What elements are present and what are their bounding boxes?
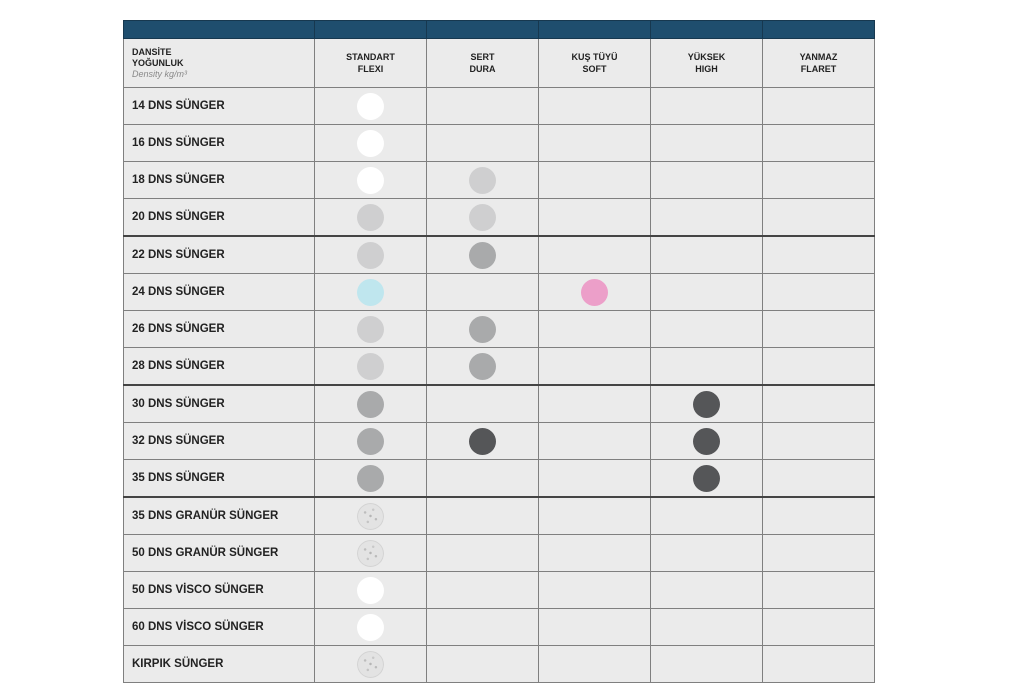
table-cell: [315, 236, 427, 274]
table-row: [124, 572, 875, 609]
granule-circle-icon: [357, 540, 384, 567]
light-circle-icon: [357, 353, 384, 380]
light-circle-icon: [469, 204, 496, 231]
header-bar: [124, 21, 875, 39]
white-circle-icon: [357, 614, 384, 641]
table-cell: [763, 572, 875, 609]
table-cell: [651, 88, 763, 125]
granule-circle-icon: [357, 503, 384, 530]
table-row: [124, 199, 875, 237]
density-header-unit: Density kg/m³: [132, 68, 188, 79]
table-cell: [763, 236, 875, 274]
table-cell: [427, 236, 539, 274]
table-cell: [763, 274, 875, 311]
table-cell: [651, 609, 763, 646]
table-cell: [651, 199, 763, 237]
table-cell: [651, 385, 763, 423]
column-header-sert: [427, 39, 539, 88]
table-cell: [539, 646, 651, 683]
header-bar-cell: [124, 21, 315, 39]
table-cell: [763, 460, 875, 498]
column-header-line1: YANMAZ: [799, 52, 838, 62]
table-cell: [539, 274, 651, 311]
table-cell: [651, 236, 763, 274]
table-cell: [427, 162, 539, 199]
table-cell: [427, 88, 539, 125]
table-cell: [651, 125, 763, 162]
table-cell: [763, 162, 875, 199]
white-circle-icon: [357, 130, 384, 157]
table-cell: [427, 125, 539, 162]
column-header-yuksek: [651, 39, 763, 88]
table-cell: [539, 88, 651, 125]
row-label: 20 DNS SÜNGER: [124, 199, 315, 237]
table-cell: [539, 460, 651, 498]
column-header-line1: STANDART: [346, 52, 395, 62]
column-header-yanmaz: [763, 39, 875, 88]
white-circle-icon: [357, 93, 384, 120]
row-label: 50 DNS GRANÜR SÜNGER: [124, 535, 315, 572]
table-cell: [315, 460, 427, 498]
table-cell: [763, 311, 875, 348]
table-cell: [539, 535, 651, 572]
table-cell: [315, 646, 427, 683]
mid-circle-icon: [357, 465, 384, 492]
table-cell: [315, 535, 427, 572]
table-cell: [539, 162, 651, 199]
table-cell: [763, 646, 875, 683]
column-header-line2: FLEXI: [357, 64, 384, 74]
table-row: [124, 348, 875, 386]
mid-circle-icon: [357, 391, 384, 418]
table-cell: [539, 609, 651, 646]
mid-circle-icon: [357, 428, 384, 455]
table-cell: [427, 460, 539, 498]
row-label: 50 DNS VİSCO SÜNGER: [124, 572, 315, 609]
table-cell: [763, 125, 875, 162]
table-cell: [651, 572, 763, 609]
table-row: [124, 274, 875, 311]
column-header-line2: SOFT: [582, 64, 607, 74]
table-cell: [427, 348, 539, 386]
table-cell: [315, 311, 427, 348]
table-row: [124, 535, 875, 572]
table-cell: [651, 460, 763, 498]
table-cell: [651, 348, 763, 386]
table-cell: [539, 385, 651, 423]
table-cell: [427, 646, 539, 683]
table-cell: [763, 609, 875, 646]
table-cell: [427, 609, 539, 646]
pink-circle-icon: [581, 279, 608, 306]
row-label: 26 DNS SÜNGER: [124, 311, 315, 348]
table-cell: [651, 423, 763, 460]
table-cell: [651, 274, 763, 311]
white-circle-icon: [357, 577, 384, 604]
table-cell: [539, 311, 651, 348]
table-cell: [763, 423, 875, 460]
table-row: [124, 162, 875, 199]
table-cell: [315, 88, 427, 125]
header-row: [124, 39, 875, 88]
table-row: [124, 497, 875, 535]
light-circle-icon: [357, 204, 384, 231]
table-cell: [315, 497, 427, 535]
light-circle-icon: [357, 316, 384, 343]
row-label: 35 DNS SÜNGER: [124, 460, 315, 498]
row-label: 30 DNS SÜNGER: [124, 385, 315, 423]
table-row: [124, 311, 875, 348]
table-cell: [315, 385, 427, 423]
table-row: [124, 125, 875, 162]
table-cell: [539, 497, 651, 535]
table-cell: [427, 274, 539, 311]
dark-circle-icon: [693, 465, 720, 492]
table-cell: [763, 497, 875, 535]
table-cell: [315, 348, 427, 386]
density-header-line1: DANSİTE: [132, 46, 172, 57]
dark-circle-icon: [469, 428, 496, 455]
row-label: 28 DNS SÜNGER: [124, 348, 315, 386]
header-bar-cell: [763, 21, 875, 39]
table-cell: [539, 236, 651, 274]
table-row: [124, 609, 875, 646]
row-label: 16 DNS SÜNGER: [124, 125, 315, 162]
row-label: KIRPIK SÜNGER: [124, 646, 315, 683]
column-header-line2: DURA: [469, 64, 496, 74]
column-header-kus-tuyu: [539, 39, 651, 88]
table-cell: [427, 572, 539, 609]
density-table: [123, 20, 875, 683]
light-circle-icon: [357, 242, 384, 269]
table-row: [124, 423, 875, 460]
table-row: [124, 236, 875, 274]
table-cell: [651, 162, 763, 199]
table-cell: [539, 199, 651, 237]
table-cell: [427, 385, 539, 423]
table-cell: [427, 311, 539, 348]
table-cell: [427, 497, 539, 535]
table-cell: [763, 88, 875, 125]
mid-circle-icon: [469, 242, 496, 269]
table-cell: [539, 125, 651, 162]
table-cell: [763, 535, 875, 572]
dark-circle-icon: [693, 428, 720, 455]
table-cell: [763, 385, 875, 423]
header-bar-cell: [651, 21, 763, 39]
row-label: 60 DNS VİSCO SÜNGER: [124, 609, 315, 646]
table-row: [124, 385, 875, 423]
table-row: [124, 88, 875, 125]
density-header-line2: YOĞUNLUK: [132, 57, 184, 68]
granule-circle-icon: [357, 651, 384, 678]
table-cell: [315, 199, 427, 237]
white-circle-icon: [357, 167, 384, 194]
cyan-circle-icon: [357, 279, 384, 306]
table-cell: [315, 609, 427, 646]
table-cell: [539, 572, 651, 609]
mid-circle-icon: [469, 353, 496, 380]
header-bar-cell: [315, 21, 427, 39]
table-cell: [763, 199, 875, 237]
mid-circle-icon: [469, 316, 496, 343]
table-cell: [315, 423, 427, 460]
header-bar-cell: [539, 21, 651, 39]
column-header-line1: KUŞ TÜYÜ: [571, 52, 618, 62]
row-label: 35 DNS GRANÜR SÜNGER: [124, 497, 315, 535]
table-cell: [427, 423, 539, 460]
row-label: 24 DNS SÜNGER: [124, 274, 315, 311]
column-header-line1: SERT: [470, 52, 495, 62]
density-header: [124, 39, 315, 88]
table-cell: [315, 572, 427, 609]
row-label: 22 DNS SÜNGER: [124, 236, 315, 274]
header-bar-cell: [427, 21, 539, 39]
table-cell: [427, 199, 539, 237]
table-cell: [315, 162, 427, 199]
table-cell: [651, 311, 763, 348]
row-label: 14 DNS SÜNGER: [124, 88, 315, 125]
table-cell: [427, 535, 539, 572]
table-cell: [651, 497, 763, 535]
table-cell: [315, 274, 427, 311]
row-label: 18 DNS SÜNGER: [124, 162, 315, 199]
table-row: [124, 646, 875, 683]
row-label: 32 DNS SÜNGER: [124, 423, 315, 460]
table-cell: [539, 423, 651, 460]
table-cell: [315, 125, 427, 162]
light-circle-icon: [469, 167, 496, 194]
column-header-line2: FLARET: [800, 64, 837, 74]
dark-circle-icon: [693, 391, 720, 418]
column-header-standart: [315, 39, 427, 88]
table-cell: [763, 348, 875, 386]
table-row: [124, 460, 875, 498]
table-cell: [651, 646, 763, 683]
table-cell: [539, 348, 651, 386]
column-header-line1: YÜKSEK: [687, 52, 726, 62]
column-header-line2: HIGH: [695, 64, 718, 74]
table-cell: [651, 535, 763, 572]
